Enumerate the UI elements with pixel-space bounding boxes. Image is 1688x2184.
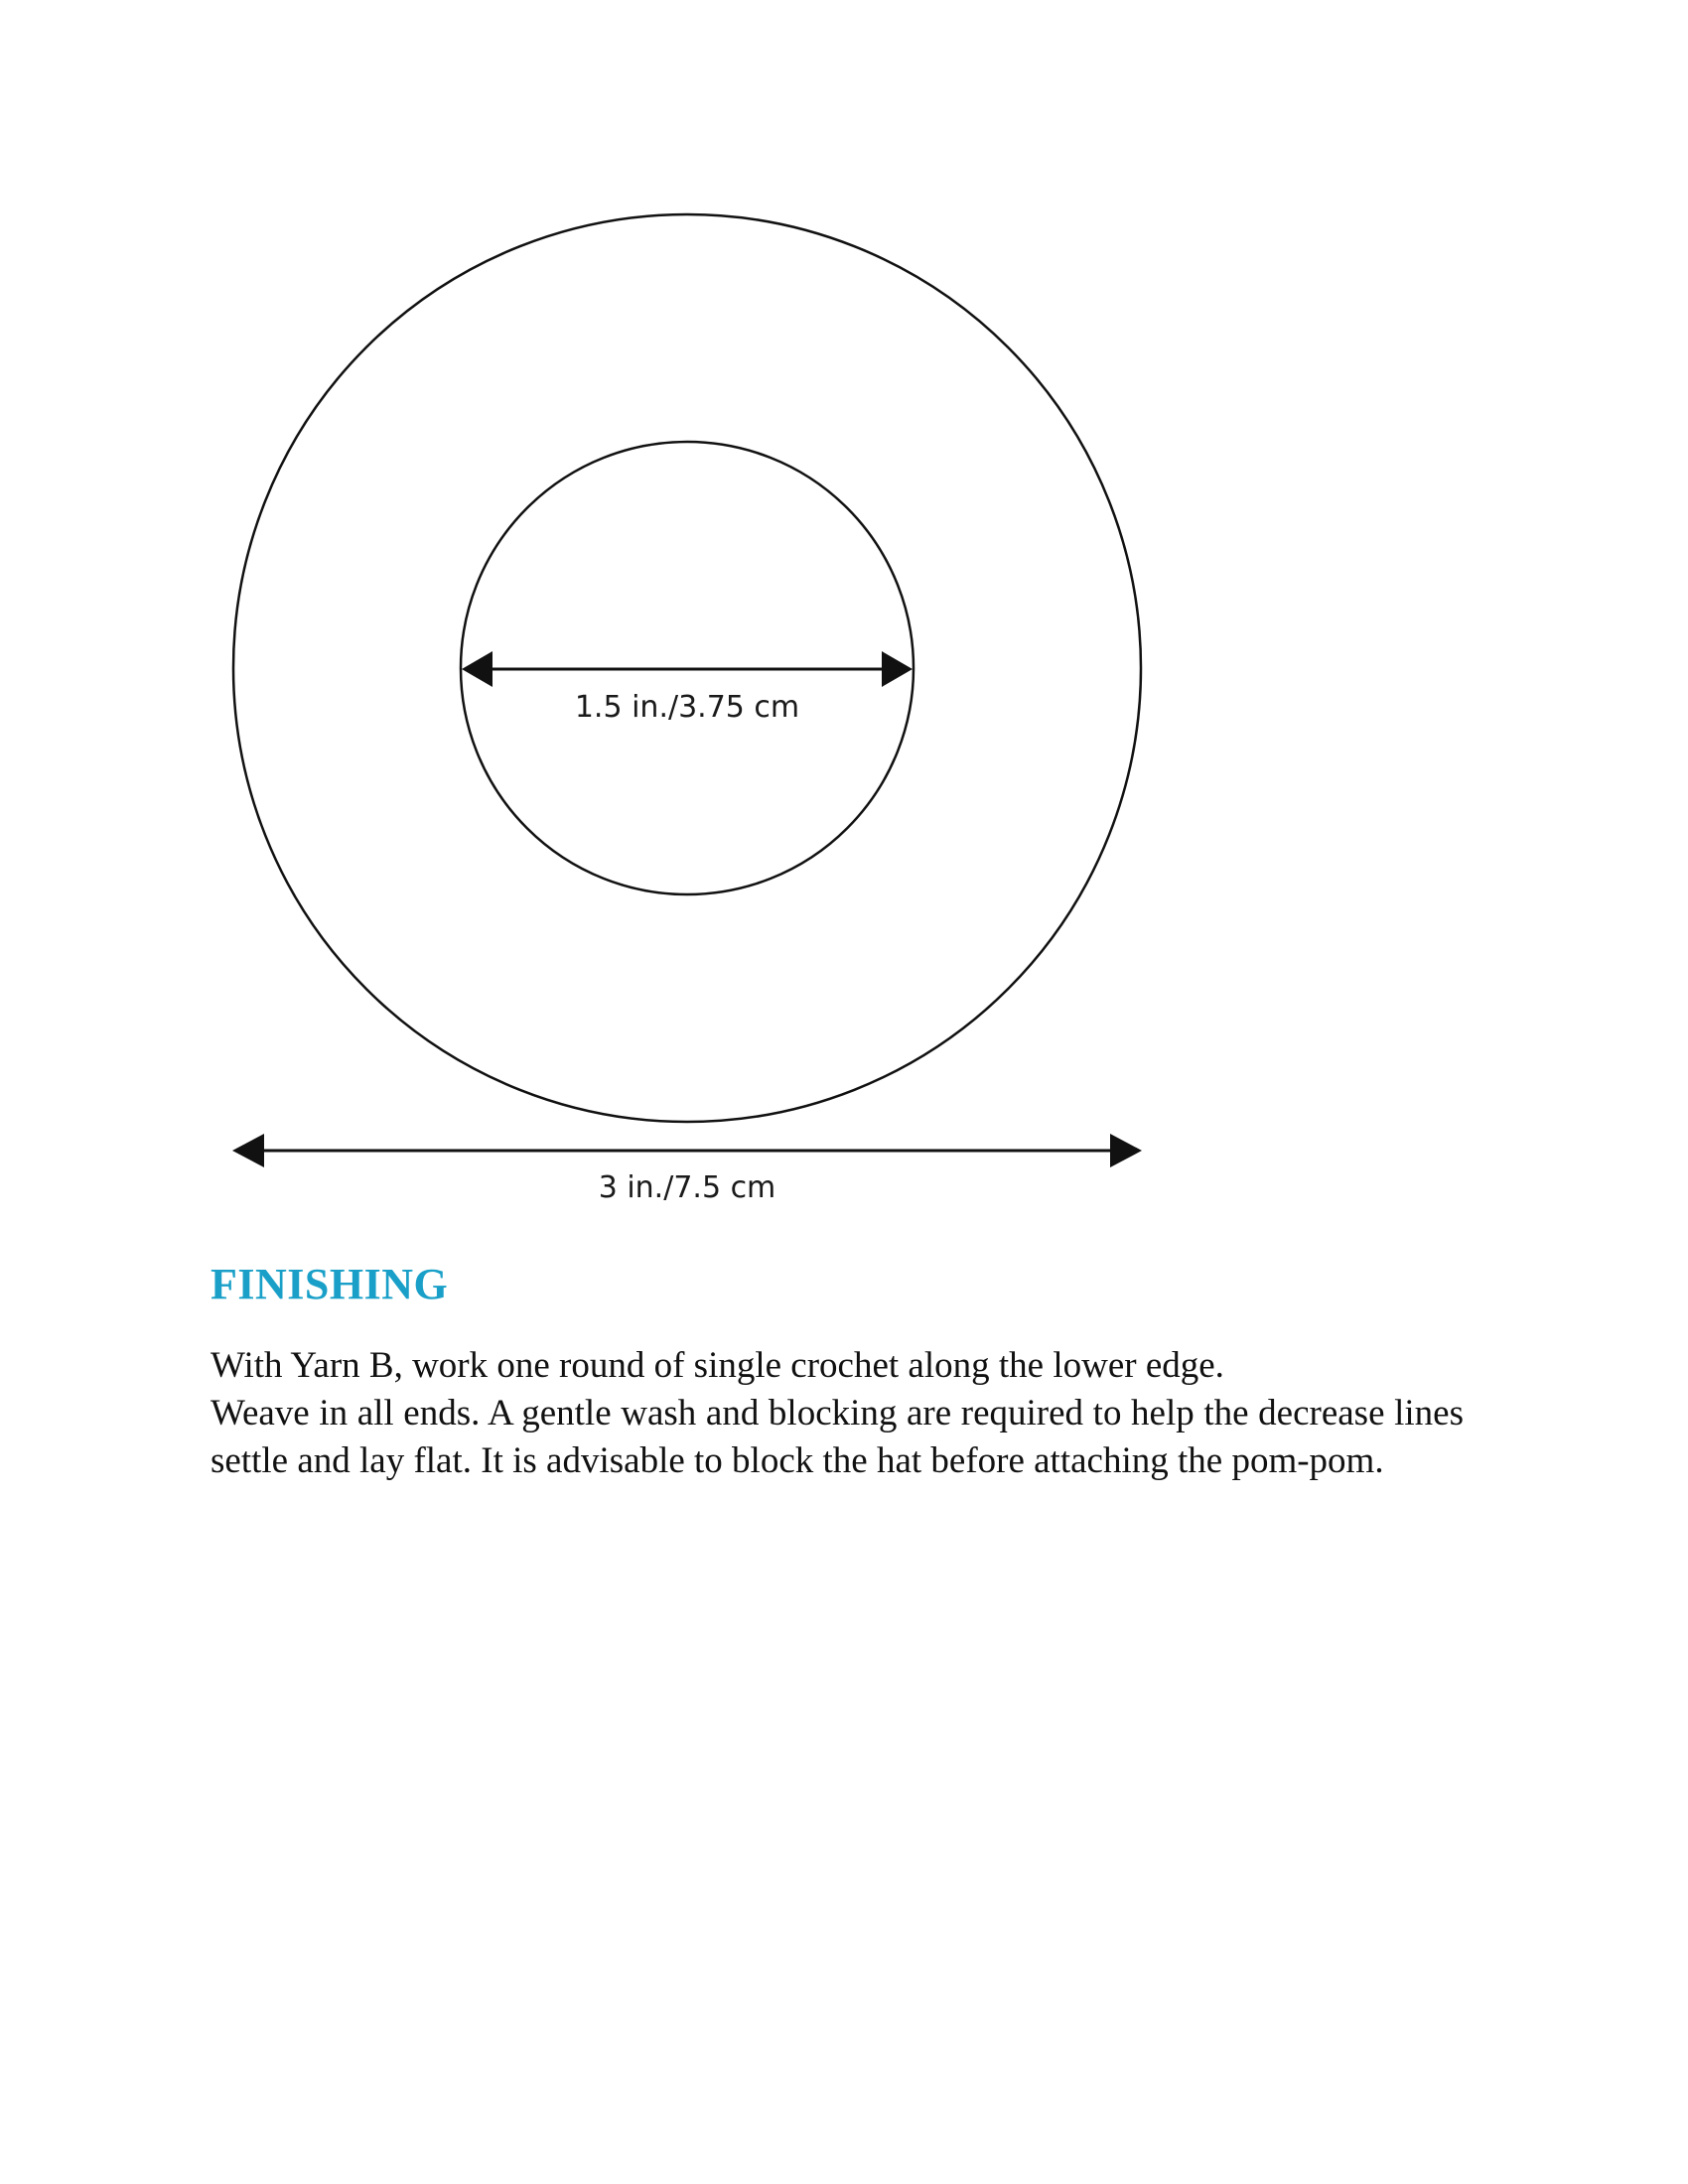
outer-dimension-arrow: [232, 1134, 1142, 1167]
instruction-paragraph: With Yarn B, work one round of single crochet along the lower edge.: [211, 1345, 1224, 1386]
instruction-paragraph: Weave in all ends. A gentle wash and blocking are required to help the decrease lines settle and lay flat. It is advisable to block the hat before attaching the pom-pom.: [211, 1393, 1464, 1481]
inner-dimension-label: 1.5 in./3.75 cm: [574, 690, 800, 725]
finishing-instructions: [211, 1342, 1464, 1485]
outer-dimension-label: 3 in./7.5 cm: [598, 1170, 776, 1205]
inner-dimension-arrow: [462, 651, 913, 687]
section-heading: FINISHING: [211, 1260, 449, 1308]
